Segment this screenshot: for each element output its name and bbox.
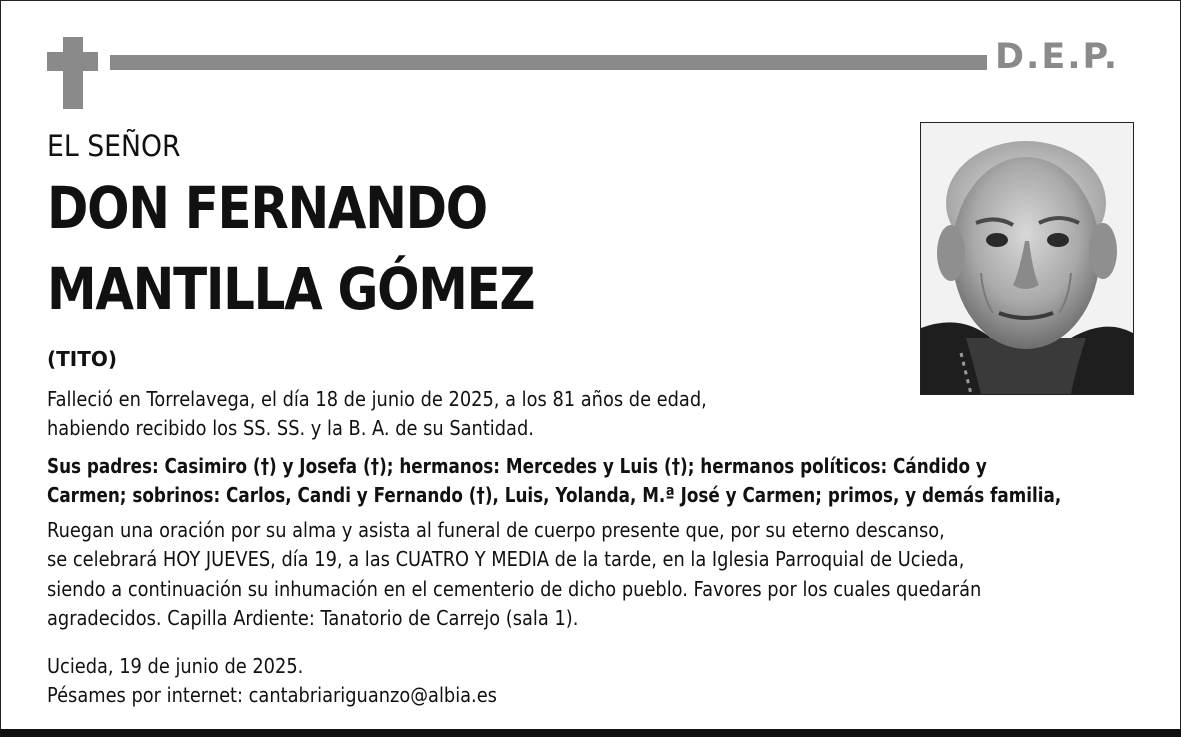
service-line: siendo a continuación su inhumación en el cementerio de dicho pueblo. Favores por los cuales quedarán xyxy=(47,577,982,601)
portrait-photo xyxy=(920,122,1134,395)
service-line: Ruegan una oración por su alma y asista al funeral de cuerpo presente que, por su eterno descanso, xyxy=(47,518,945,542)
cross-icon-bar xyxy=(47,52,98,71)
service-line: agradecidos. Capilla Ardiente: Tanatorio de Carrejo (sala 1). xyxy=(47,606,579,630)
condolences-email: Pésames por internet: cantabriariguanzo@albia.es xyxy=(47,683,497,707)
dep-label: D.E.P. xyxy=(995,37,1120,77)
service-line: se celebrará HOY JUEVES, día 19, a las CUATRO Y MEDIA de la tarde, en la Iglesia Parroquial de Ucieda, xyxy=(47,547,965,571)
death-info-line: Falleció en Torrelavega, el día 18 de junio de 2025, a los 81 años de edad, xyxy=(47,387,707,411)
honorific: EL SEÑOR xyxy=(47,129,181,163)
death-info-line: habiendo recibido los SS. SS. y la B. A. de su Santidad. xyxy=(47,416,534,440)
nickname: (TITO) xyxy=(47,347,118,371)
family-line: Carmen; sobrinos: Carlos, Candi y Fernando (†), Luis, Yolanda, M.ª José y Carmen; primos, y demás familia, xyxy=(47,483,1062,507)
deceased-name-line-1: DON FERNANDO xyxy=(47,174,487,242)
place-date: Ucieda, 19 de junio de 2025. xyxy=(47,654,304,678)
bottom-rule xyxy=(0,729,1181,737)
cross-icon xyxy=(63,37,83,109)
deceased-name-line-2: MANTILLA GÓMEZ xyxy=(47,255,535,323)
family-line: Sus padres: Casimiro (†) y Josefa (†); hermanos: Mercedes y Luis (†); hermanos políticos: Cándido y xyxy=(47,454,987,478)
header-rule xyxy=(110,55,987,70)
